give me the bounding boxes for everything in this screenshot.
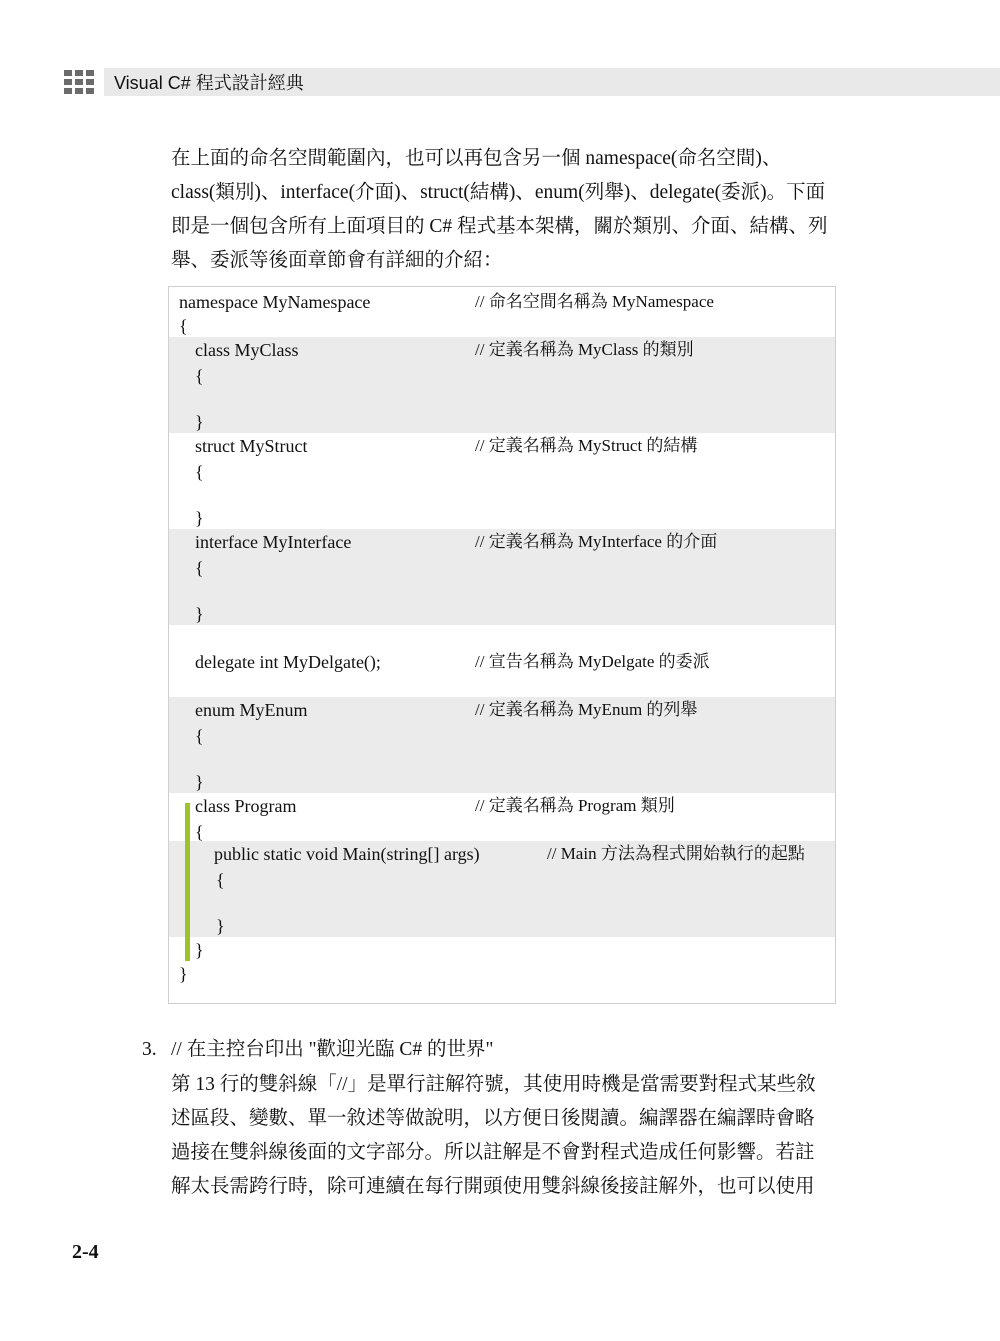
code-line: { (195, 366, 204, 386)
code-line: } (195, 940, 204, 960)
code-line: { (195, 462, 204, 482)
code-line: interface MyInterface (195, 532, 352, 552)
intro-line: 在上面的命名空間範圍內，也可以再包含另一個 namespace(命名空間)、 (171, 148, 782, 169)
code-comment: // 定義名稱為 Program 類別 (475, 796, 675, 815)
page-number: 2-4 (72, 1241, 99, 1263)
item3-line: 第 13 行的雙斜線「//」是單行註解符號，其使用時機是當需要對程式某些敘 (171, 1074, 816, 1095)
intro-line: 舉、委派等後面章節會有詳細的介紹： (171, 250, 503, 271)
highlight-bar (185, 803, 190, 961)
code-line: } (195, 772, 204, 792)
code-comment: // 定義名稱為 MyStruct 的結構 (475, 436, 698, 455)
code-comment: // 定義名稱為 MyInterface 的介面 (475, 532, 718, 551)
code-line: } (179, 964, 188, 984)
code-line: public static void Main(string[] args) (214, 844, 480, 864)
code-line: { (195, 822, 204, 842)
grid-icon (64, 68, 94, 96)
code-line: } (195, 412, 204, 432)
intro-line: 即是一個包含所有上面項目的 C# 程式基本架構，關於類別、介面、結構、列 (171, 216, 828, 237)
code-line: { (216, 870, 225, 890)
list-item-title: // 在主控台印出 "歡迎光臨 C# 的世界" (171, 1039, 494, 1060)
item3-line: 過接在雙斜線後面的文字部分。所以註解是不會對程式造成任何影響。若註 (171, 1142, 815, 1163)
code-line: class MyClass (195, 340, 299, 360)
code-line: } (216, 916, 225, 936)
code-line: namespace MyNamespace (179, 292, 371, 312)
code-comment: // 宣告名稱為 MyDelgate 的委派 (475, 652, 710, 671)
code-line: enum MyEnum (195, 700, 308, 720)
item3-paragraph (171, 1068, 869, 1204)
item3-line: 解太長需跨行時，除可連續在每行開頭使用雙斜線後接註解外，也可以使用 (171, 1176, 815, 1197)
code-line: } (195, 508, 204, 528)
intro-line: class(類別)、interface(介面)、struct(結構)、enum(列舉)、delegate(委派)。下面 (171, 182, 826, 203)
item3-line: 述區段、變數、單一敘述等做說明，以方便日後閱讀。編譯器在編譯時會略 (171, 1108, 815, 1129)
code-comment: // 定義名稱為 MyClass 的類別 (475, 340, 694, 359)
intro-paragraph (171, 142, 869, 278)
code-line: class Program (195, 796, 297, 816)
code-listing (168, 286, 836, 1004)
code-comment: // 命名空間名稱為 MyNamespace (475, 292, 714, 311)
code-line: { (179, 316, 188, 336)
code-line: } (195, 604, 204, 624)
code-line: { (195, 558, 204, 578)
code-comment: // Main 方法為程式開始執行的起點 (547, 844, 805, 863)
list-number: 3. (142, 1039, 157, 1060)
code-line: { (195, 726, 204, 746)
code-comment: // 定義名稱為 MyEnum 的列舉 (475, 700, 698, 719)
code-line: delegate int MyDelgate(); (195, 652, 381, 672)
book-title: Visual C# 程式設計經典 (114, 73, 304, 93)
code-line: struct MyStruct (195, 436, 308, 456)
